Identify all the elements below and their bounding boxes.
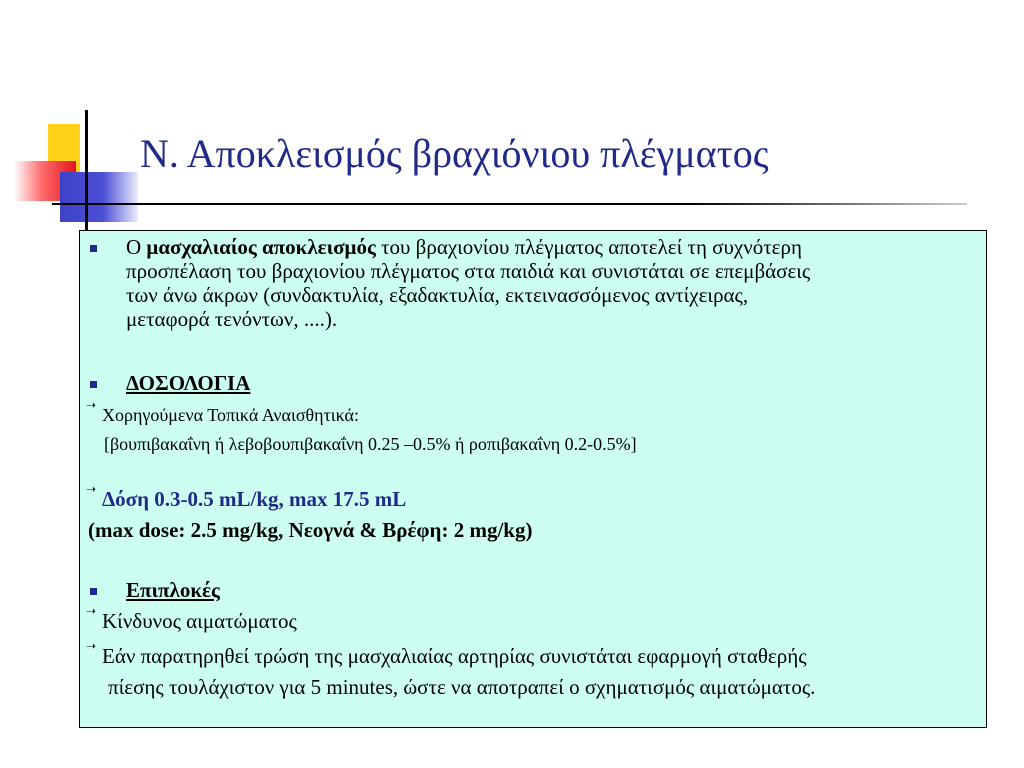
intro-bold-term: μασχαλιαίος αποκλεισμός — [146, 235, 376, 259]
dose-text: Δόση 0.3-0.5 mL/kg, max 17.5 mL — [102, 487, 407, 511]
intro-line-4: μεταφορά τενόντων, ....). — [126, 307, 338, 331]
decoration-horizontal-line — [52, 203, 967, 205]
arrow-bullet-icon: ➝ — [86, 398, 97, 412]
intro-line-1: Ο μασχαλιαίος αποκλεισμός του βραχιονίου πλέγματος αποτελεί τη συχνότερη — [126, 235, 802, 259]
max-dose-text: (max dose: 2.5 mg/kg, Νεογνά & Βρέφη: 2 mg/kg) — [88, 518, 533, 542]
content-box — [79, 230, 987, 728]
anesthetics-detail: [βουπιβακαΐνη ή λεβοβουπιβακαΐνη 0.25 –0.5% ή ροπιβακαΐνη 0.2-0.5%] — [104, 434, 637, 454]
decoration-vertical-line — [85, 110, 88, 232]
complication-1: Κίνδυνος αιματώματος — [102, 609, 297, 633]
complication-2-line-1: Εάν παρατηρηθεί τρώση της μασχαλιαίας αρτηρίας συνιστάται εφαρμογή σταθερής — [102, 644, 807, 668]
bullet-square-icon — [90, 245, 97, 252]
dosage-heading: ΔΟΣΟΛΟΓΙΑ — [126, 371, 251, 395]
intro-line-2: προσπέλαση του βραχιονίου πλέγματος στα παιδιά και συνιστάται σε επεμβάσεις — [126, 259, 811, 283]
anesthetics-label: Χορηγούμενα Τοπικά Αναισθητικά: — [102, 405, 359, 425]
bullet-square-icon — [90, 588, 97, 595]
arrow-bullet-icon: ➝ — [86, 604, 97, 618]
arrow-bullet-icon: ➝ — [86, 482, 97, 496]
decoration-blue-square — [60, 172, 138, 222]
intro-line-3: των άνω άκρων (συνδακτυλία, εξαδακτυλία, εκτεινασσόμενος αντίχειρας, — [126, 283, 749, 307]
complication-2-line-2: πίεσης τουλάχιστον για 5 minutes, ώστε να αποτραπεί ο σχηματισμός αιματώματος. — [108, 675, 816, 699]
bullet-square-icon — [90, 381, 97, 388]
slide-title: Ν. Αποκλεισμός βραχιόνιου πλέγματος — [140, 131, 769, 176]
complications-heading: Επιπλοκές — [126, 578, 220, 602]
intro-paragraph — [126, 235, 976, 331]
arrow-bullet-icon: ➝ — [86, 639, 97, 653]
